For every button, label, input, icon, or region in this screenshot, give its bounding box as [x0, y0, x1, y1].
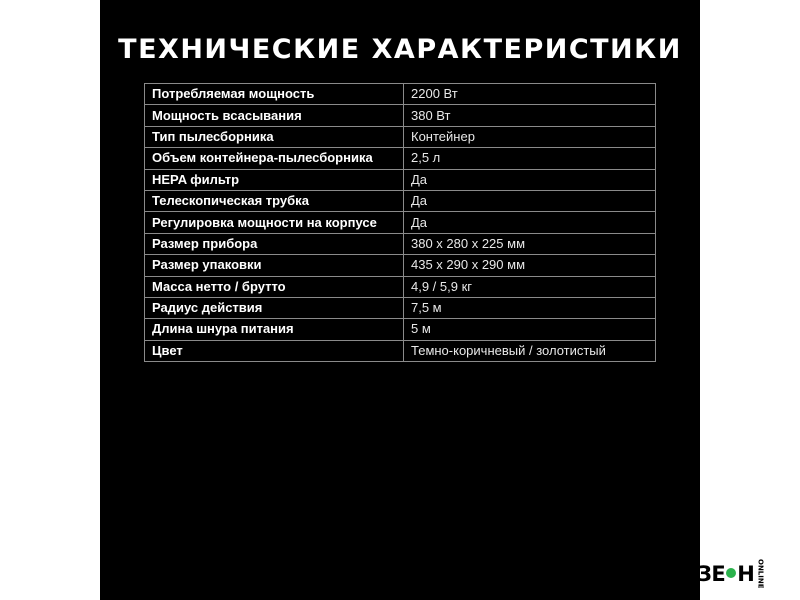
spec-value: 7,5 м — [404, 297, 656, 318]
spec-label: Телескопическая трубка — [145, 190, 404, 211]
spec-label: Масса нетто / брутто — [145, 276, 404, 297]
logo-subtext: ONLINE — [756, 559, 765, 589]
brand-logo — [697, 560, 764, 588]
spec-row — [145, 190, 656, 211]
spec-table — [144, 83, 656, 362]
spec-row — [145, 233, 656, 254]
spec-value: Да — [404, 169, 656, 190]
spec-row — [145, 169, 656, 190]
spec-label: Регулировка мощности на корпусе — [145, 212, 404, 233]
spec-value: 5 м — [404, 319, 656, 340]
spec-table-body — [145, 84, 656, 362]
spec-value: Да — [404, 212, 656, 233]
spec-row — [145, 148, 656, 169]
spec-row — [145, 340, 656, 361]
spec-value: 380 Вт — [404, 105, 656, 126]
spec-label: Объем контейнера-пылесборника — [145, 148, 404, 169]
spec-label: Длина шнура питания — [145, 319, 404, 340]
spec-row — [145, 126, 656, 147]
spec-value: 4,9 / 5,9 кг — [404, 276, 656, 297]
spec-value: 380 x 280 x 225 мм — [404, 233, 656, 254]
spec-label: Тип пылесборника — [145, 126, 404, 147]
spec-row — [145, 84, 656, 105]
spec-label: Размер упаковки — [145, 255, 404, 276]
spec-value: Да — [404, 190, 656, 211]
logo-dot-icon — [726, 568, 736, 578]
spec-label: Размер прибора — [145, 233, 404, 254]
spec-label: Цвет — [145, 340, 404, 361]
spec-label: Радиус действия — [145, 297, 404, 318]
spec-value: 435 x 290 x 290 мм — [404, 255, 656, 276]
spec-panel — [100, 0, 700, 600]
spec-row — [145, 105, 656, 126]
spec-row — [145, 212, 656, 233]
spec-value: 2200 Вт — [404, 84, 656, 105]
spec-row — [145, 297, 656, 318]
spec-row — [145, 319, 656, 340]
spec-label: HEPA фильтр — [145, 169, 404, 190]
spec-row — [145, 255, 656, 276]
logo-text-right: Н — [737, 562, 755, 586]
spec-value: 2,5 л — [404, 148, 656, 169]
spec-label: Мощность всасывания — [145, 105, 404, 126]
spec-value: Контейнер — [404, 126, 656, 147]
logo-text-left: ЗЕ — [697, 562, 726, 586]
page-title: ТЕХНИЧЕСКИЕ ХАРАКТЕРИСТИКИ — [118, 34, 682, 65]
spec-row — [145, 276, 656, 297]
spec-label: Потребляемая мощность — [145, 84, 404, 105]
spec-value: Темно-коричневый / золотистый — [404, 340, 656, 361]
